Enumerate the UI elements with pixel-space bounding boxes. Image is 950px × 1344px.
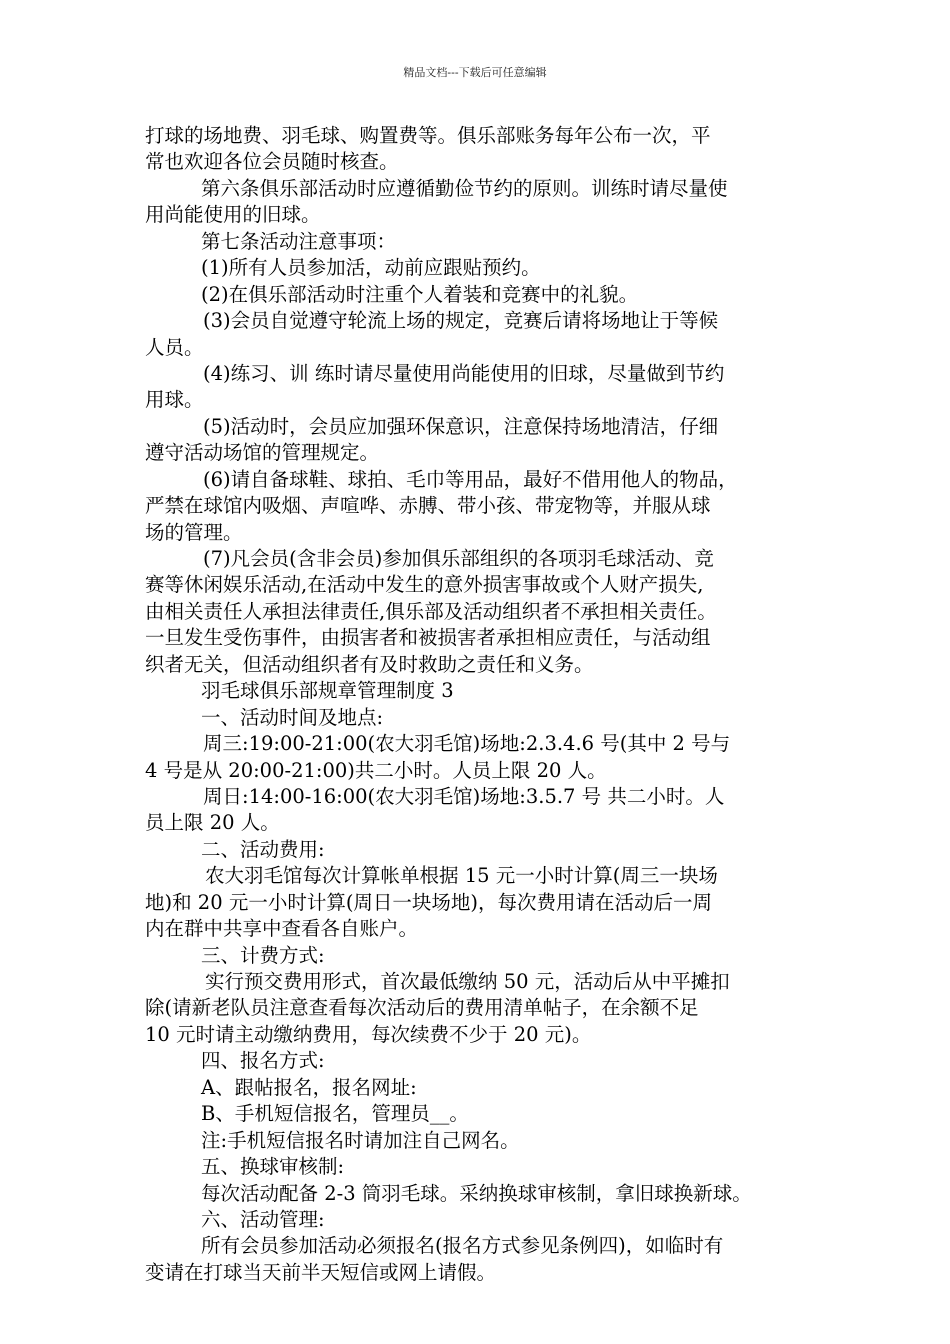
body-line: 第七条活动注意事项： (201, 229, 397, 253)
body-line: 每次活动配备 2-3 筒羽毛球。采纳换球审核制，拿旧球换新球。 (201, 1181, 752, 1205)
body-line: 用球。 (145, 388, 204, 412)
body-line: 除(请新老队员注意查看每次活动后的费用清单帖子，在余额不足 (145, 996, 699, 1020)
body-line: 变请在打球当天前半天短信或网上请假。 (145, 1260, 497, 1284)
body-line: 严禁在球馆内吸烟、声喧哗、赤膊、带小孩、带宠物等，并服从球 (145, 494, 711, 518)
body-line: (1)所有人员参加活，动前应跟贴预约。 (201, 256, 541, 280)
body-line: 所有会员参加活动必须报名(报名方式参见条例四)，如临时有 (201, 1234, 724, 1258)
body-line: (2)在俱乐部活动时注重个人着装和竞赛中的礼貌。 (201, 282, 639, 306)
body-line: 地)和 20 元一小时计算(周日一块场地)，每次费用请在活动后一周 (145, 890, 713, 914)
body-line: (7)凡会员(含非会员)参加俱乐部组织的各项羽毛球活动、竞 (203, 547, 714, 570)
document-body (145, 123, 817, 1286)
body-line: (4)练习、训 练时请尽量使用尚能使用的旧球，尽量做到节约 (203, 361, 725, 385)
body-line: 周三:19:00-21:00(农大羽毛馆)场地:2.3.4.6 号(其中 2 号与 (203, 732, 731, 756)
body-line: 内在群中共享中查看各自账户。 (145, 917, 419, 941)
body-line: (6)请自备球鞋、球拍、毛巾等用品，最好不借用他人的物品， (203, 467, 738, 491)
body-line: 由相关责任人承担法律责任,俱乐部及活动组织者不承担相关责任。 (145, 599, 717, 623)
body-line: 三、计费方式: (201, 943, 325, 967)
body-line: 常也欢迎各位会员随时核查。 (145, 150, 399, 174)
body-line: 注:手机短信报名时请加注自己网名。 (201, 1128, 520, 1152)
page-header: 精品文档---下载后可任意编辑 (403, 66, 547, 79)
body-line: 织者无关，但活动组织者有及时救助之责任和义务。 (145, 652, 594, 676)
body-line: 人员。 (145, 335, 204, 359)
body-line: 赛等休闲娱乐活动,在活动中发生的意外损害事故或个人财产损失, (145, 573, 704, 597)
body-line: 打球的场地费、羽毛球、购置费等。俱乐部账务每年公布一次，平 (145, 124, 711, 147)
body-line: 遵守活动场馆的管理规定。 (145, 441, 380, 465)
body-line: 10 元时请主动缴纳费用，每次续费不少于 20 元)。 (145, 1022, 592, 1046)
body-line: B、手机短信报名，管理员__。 (201, 1102, 469, 1126)
body-line: (3)会员自觉遵守轮流上场的规定，竞赛后请将场地让于等候 (203, 309, 719, 333)
body-line: 六、活动管理: (201, 1207, 325, 1231)
body-line: 二、活动费用: (201, 837, 325, 861)
body-line: 一、活动时间及地点: (201, 705, 384, 729)
body-line: (5)活动时，会员应加强环保意识，注意保持场地清洁，仔细 (203, 414, 719, 438)
section-title: 羽毛球俱乐部规章管理制度 3 (201, 679, 454, 703)
body-line: 五、换球审核制: (201, 1155, 345, 1179)
body-line: 用尚能使用的旧球。 (145, 203, 321, 227)
body-line: A、跟帖报名，报名网址: (201, 1075, 417, 1099)
body-line: 员上限 20 人。 (145, 811, 280, 835)
body-line: 场的管理。 (145, 520, 243, 544)
body-line: 第六条俱乐部活动时应遵循勤俭节约的原则。训练时请尽量使 (201, 176, 728, 200)
body-line: 农大羽毛馆每次计算帐单根据 15 元一小时计算(周三一块场 (205, 864, 718, 888)
body-line: 四、报名方式: (201, 1049, 325, 1073)
body-line: 实行预交费用形式，首次最低缴纳 50 元，活动后从中平摊扣 (205, 970, 730, 993)
body-line: 4 号是从 20:00-21:00)共二小时。人员上限 20 人。 (145, 758, 607, 782)
body-line: 周日:14:00-16:00(农大羽毛馆)场地:3.5.7 号 共二小时。人 (203, 784, 725, 808)
body-line: 一旦发生受伤事件，由损害者和被损害者承担相应责任，与活动组 (145, 626, 711, 650)
